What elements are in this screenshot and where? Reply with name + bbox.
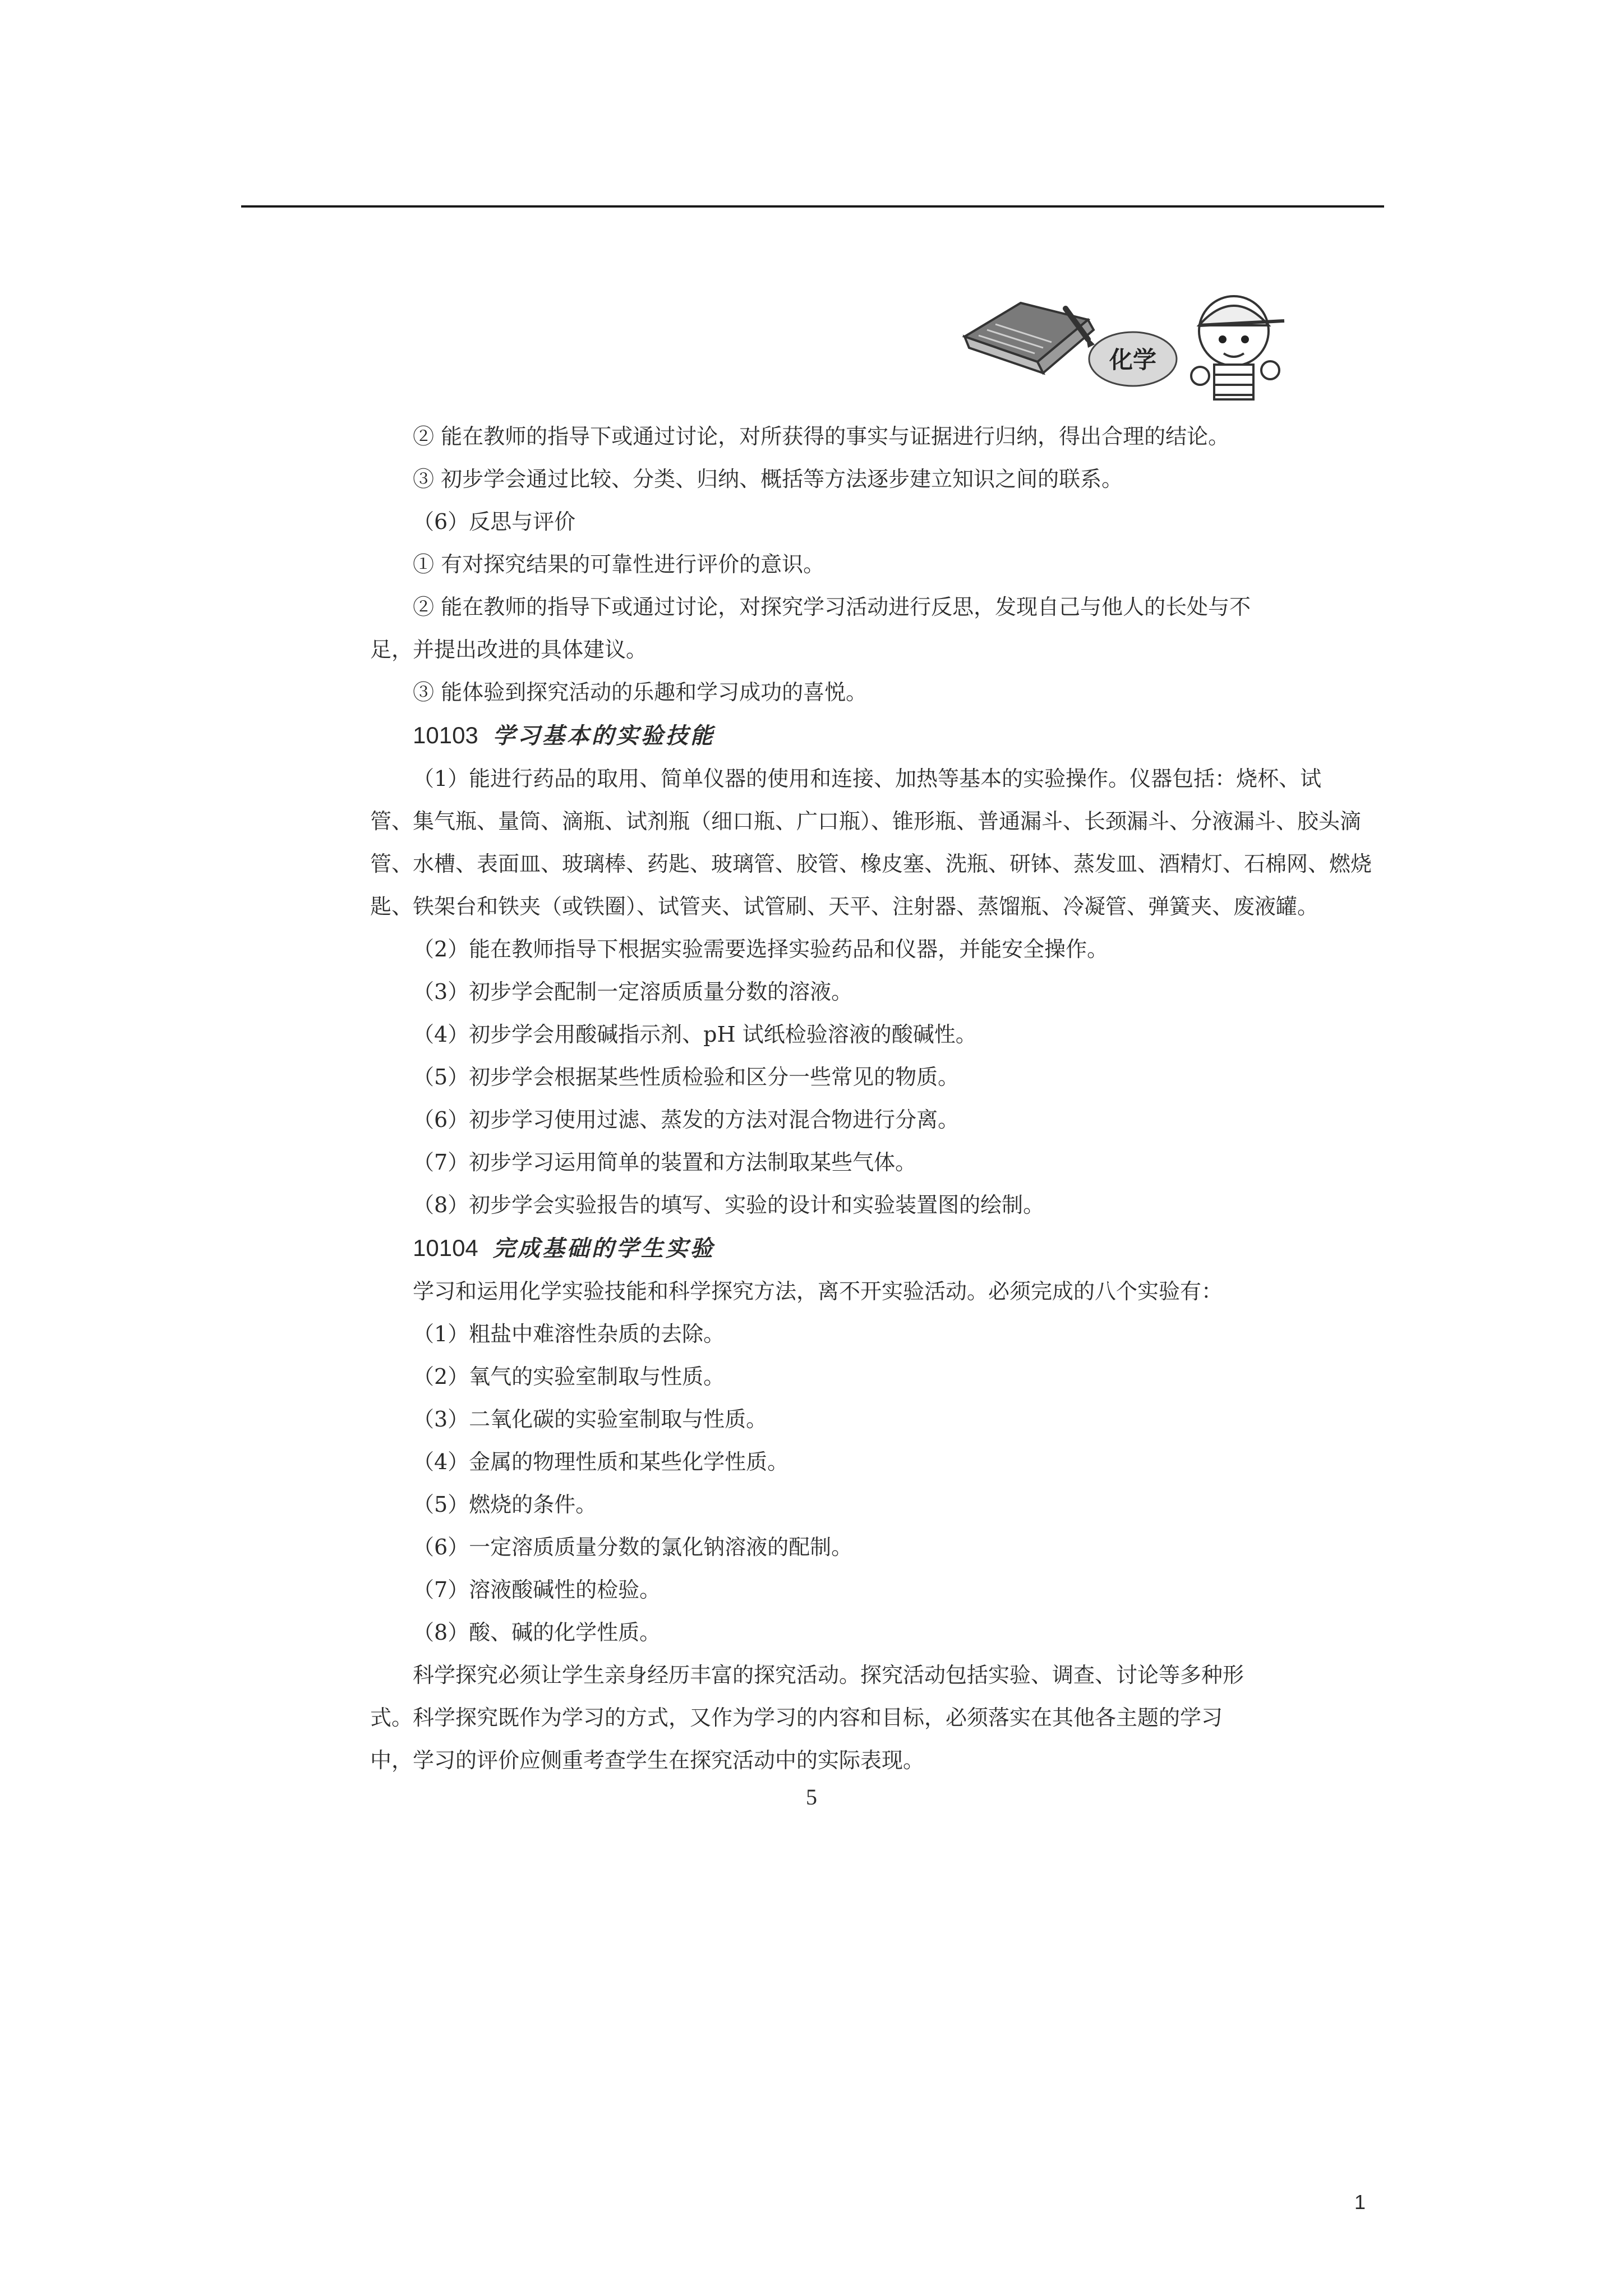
book-icon <box>965 303 1094 373</box>
text-line: 中，学习的评价应侧重考查学生在探究活动中的实际表现。 <box>370 1748 925 1773</box>
text-line: （6）一定溶质质量分数的氯化钠溶液的配制。 <box>413 1535 853 1559</box>
text-line: （8）酸、碱的化学性质。 <box>413 1620 661 1645</box>
text-line: （7）初步学习运用简单的装置和方法制取某些气体。 <box>413 1150 917 1175</box>
chemistry-badge-illustration <box>953 269 1301 404</box>
boy-mascot-icon <box>1191 296 1284 399</box>
text-line: （4）金属的物理性质和某些化学性质。 <box>413 1450 789 1474</box>
text-line: ② 能在教师的指导下或通过讨论，对探究学习活动进行反思，发现自己与他人的长处与不 <box>413 595 1251 619</box>
text-line: （1）能进行药品的取用、简单仪器的使用和连接、加热等基本的实验操作。仪器包括：烧杯、试 <box>413 766 1322 791</box>
text-line: 学习和运用化学实验技能和科学探究方法，离不开实验活动。必须完成的八个实验有： <box>413 1279 1223 1304</box>
section-code: 10104 <box>413 1235 478 1261</box>
text-line: 式。科学探究既作为学习的方式，又作为学习的内容和目标，必须落实在其他各主题的学习 <box>370 1705 1223 1730</box>
text-line: 管、水槽、表面皿、玻璃棒、药匙、玻璃管、胶管、橡皮塞、洗瓶、研钵、蒸发皿、酒精灯、石棉网、燃烧 <box>370 852 1372 876</box>
page-number: 5 <box>806 1784 817 1810</box>
text-line: （5）燃烧的条件。 <box>413 1492 597 1517</box>
text-line: 管、集气瓶、量筒、滴瓶、试剂瓶（细口瓶、广口瓶）、锥形瓶、普通漏斗、长颈漏斗、分液漏斗、胶头滴 <box>370 809 1362 834</box>
badge-label: 化学 <box>1109 346 1157 374</box>
section-title: 学习基本的实验技能 <box>492 723 715 749</box>
section-code: 10103 <box>413 722 478 748</box>
text-line: （8）初步学会实验报告的填写、实验的设计和实验装置图的绘制。 <box>413 1193 1045 1217</box>
text-line: （3）二氧化碳的实验室制取与性质。 <box>413 1407 768 1432</box>
text-line: 匙、铁架台和铁夹（或铁圈）、试管夹、试管刷、天平、注射器、蒸馏瓶、冷凝管、弹簧夹、废液罐。 <box>370 894 1319 919</box>
text-line: （1）粗盐中难溶性杂质的去除。 <box>413 1322 725 1346</box>
text-line: （7）溶液酸碱性的检验。 <box>413 1577 661 1602</box>
text-line: （3）初步学会配制一定溶质质量分数的溶液。 <box>413 979 853 1004</box>
text-line: ③ 能体验到探究活动的乐趣和学习成功的喜悦。 <box>413 680 868 705</box>
text-line: （6）反思与评价 <box>413 509 576 534</box>
section-title: 完成基础的学生实验 <box>492 1235 715 1262</box>
section-heading <box>370 1226 1267 1270</box>
text-line: 科学探究必须让学生亲身经历丰富的探究活动。探究活动包括实验、调查、讨论等多种形 <box>413 1663 1244 1687</box>
sheet-number: 1 <box>1354 2191 1366 2214</box>
text-line: ① 有对探究结果的可靠性进行评价的意识。 <box>413 552 825 577</box>
section-heading <box>370 714 1267 757</box>
text-line: （2）能在教师指导下根据实验需要选择实验药品和仪器，并能安全操作。 <box>413 937 1109 961</box>
text-line: 足，并提出改进的具体建议。 <box>370 637 648 662</box>
text-line: （6）初步学习使用过滤、蒸发的方法对混合物进行分离。 <box>413 1107 960 1132</box>
document-body <box>370 415 1372 1782</box>
text-line: ② 能在教师的指导下或通过讨论，对所获得的事实与证据进行归纳，得出合理的结论。 <box>413 424 1230 449</box>
text-line: （2）氧气的实验室制取与性质。 <box>413 1364 725 1389</box>
text-line: （5）初步学会根据某些性质检验和区分一些常见的物质。 <box>413 1065 960 1089</box>
text-line: （4）初步学会用酸碱指示剂、pH 试纸检验溶液的酸碱性。 <box>413 1022 977 1047</box>
text-line: ③ 初步学会通过比较、分类、归纳、概括等方法逐步建立知识之间的联系。 <box>413 467 1123 491</box>
header-rule <box>241 205 1384 208</box>
